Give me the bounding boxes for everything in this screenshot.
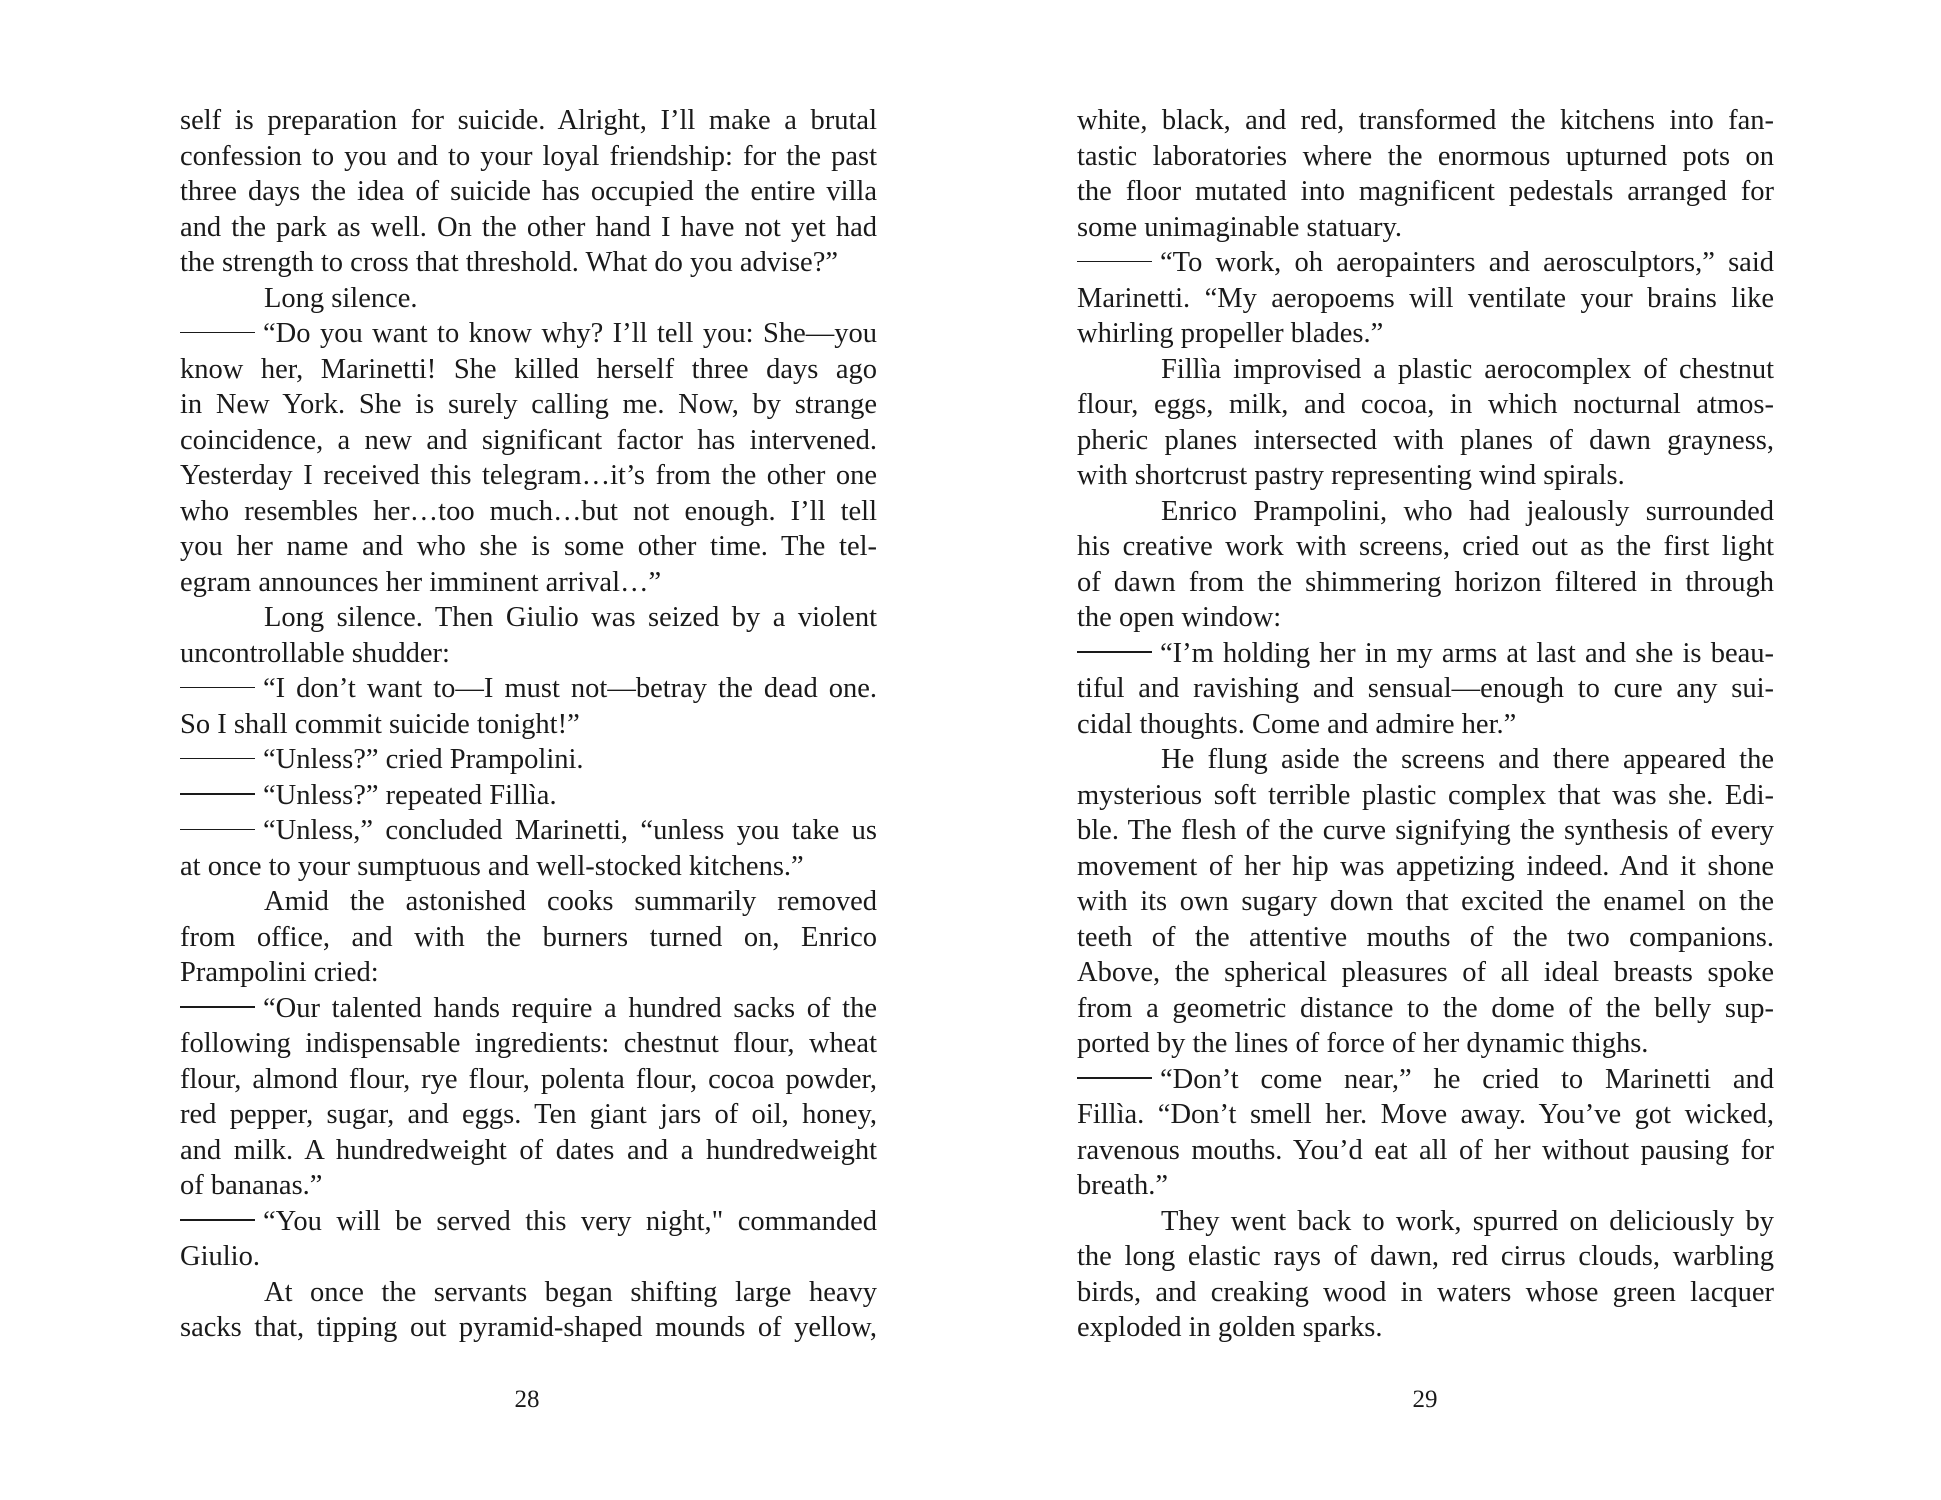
text-line: mysterious soft terrible plastic complex that was she. Edi- bbox=[1077, 779, 1774, 811]
text-line: At once the servants began shifting large heavy bbox=[264, 1276, 877, 1308]
text-line: of dawn from the shimmering horizon filtered in through bbox=[1077, 566, 1774, 598]
text-line: cidal thoughts. Come and admire her.” bbox=[1077, 708, 1517, 740]
text-line: following indispensable ingredients: chestnut flour, wheat bbox=[180, 1028, 877, 1059]
text-line: He flung aside the screens and there appeared the bbox=[1161, 744, 1774, 775]
text-line: the long elastic rays of dawn, red cirrus clouds, warbling bbox=[1077, 1241, 1774, 1272]
text-line: exploded in golden sparks. bbox=[1077, 1312, 1383, 1343]
text-line: “Do you want to know why? I’ll tell you: She—you bbox=[180, 316, 877, 352]
text-line: pheric planes intersected with planes of dawn grayness, bbox=[1077, 424, 1774, 456]
right-page-number: 29 bbox=[1412, 1386, 1438, 1413]
text-line: and milk. A hundredweight of dates and a hundredweight bbox=[180, 1134, 877, 1166]
text-line: “To work, oh aeropainters and aerosculptors,” said bbox=[1077, 245, 1774, 281]
text-line: teeth of the attentive mouths of the two companions. bbox=[1077, 921, 1774, 953]
text-line: Long silence. Then Giulio was seized by a violent bbox=[264, 602, 877, 633]
text-line: at once to your sumptuous and well-stocked kitchens.” bbox=[180, 850, 804, 882]
text-line: red pepper, sugar, and eggs. Ten giant jars of oil, honey, bbox=[180, 1099, 877, 1130]
text-line: three days the idea of suicide has occupied the entire villa bbox=[180, 176, 877, 207]
text-line: in New York. She is surely calling me. Now, by strange bbox=[180, 389, 877, 420]
text-line: whirling propeller blades.” bbox=[1077, 318, 1384, 349]
text-line: coincidence, a new and significant factor has intervened. bbox=[180, 424, 877, 456]
text-line: Above, the spherical pleasures of all ideal breasts spoke bbox=[1077, 957, 1774, 988]
text-line: confession to you and to your loyal friendship: for the past bbox=[180, 140, 877, 172]
text-line: Enrico Prampolini, who had jealously surrounded bbox=[1161, 495, 1774, 527]
text-line: from office, and with the burners turned on, Enrico bbox=[180, 921, 877, 953]
right-page-text bbox=[1077, 103, 1774, 1346]
text-line: of bananas.” bbox=[180, 1170, 323, 1201]
text-line: Fillìa. “Don’t smell her. Move away. You’ve got wicked, bbox=[1077, 1099, 1774, 1130]
text-line: self is preparation for suicide. Alright, I’ll make a brutal bbox=[180, 105, 877, 136]
text-line: the floor mutated into magnificent pedestals arranged for bbox=[1077, 176, 1774, 207]
text-line: and the park as well. On the other hand I have not yet had bbox=[180, 211, 877, 243]
text-line: egram announces her imminent arrival…” bbox=[180, 566, 662, 598]
text-line: some unimaginable statuary. bbox=[1077, 211, 1403, 243]
text-line: sacks that, tipping out pyramid-shaped mounds of yellow, bbox=[180, 1312, 877, 1343]
text-line: “Unless,” concluded Marinetti, “unless you take us bbox=[180, 813, 877, 849]
text-line: Fillìa improvised a plastic aerocomplex of chestnut bbox=[1161, 353, 1774, 385]
text-line: white, black, and red, transformed the kitchens into fan- bbox=[1077, 105, 1774, 136]
text-line: Prampolini cried: bbox=[180, 957, 379, 988]
text-line: movement of her hip was appetizing indeed. And it shone bbox=[1077, 850, 1774, 882]
text-line: ported by the lines of force of her dynamic thighs. bbox=[1077, 1028, 1649, 1059]
text-line: “I’m holding her in my arms at last and she is beau- bbox=[1077, 636, 1774, 672]
text-line: Yesterday I received this telegram…it’s from the other one bbox=[180, 460, 877, 491]
text-line: you her name and who she is some other time. The tel- bbox=[180, 531, 877, 562]
text-line: Giulio. bbox=[180, 1241, 260, 1272]
text-line: “I don’t want to—I must not—betray the dead one. bbox=[180, 671, 877, 707]
text-line: They went back to work, spurred on deliciously by bbox=[1161, 1205, 1774, 1237]
text-line: Long silence. bbox=[264, 282, 418, 314]
left-page-text bbox=[180, 103, 877, 1346]
text-line: the open window: bbox=[1077, 602, 1282, 633]
text-line: Marinetti. “My aeropoems will ventilate your brains like bbox=[1077, 282, 1774, 314]
text-line: tiful and ravishing and sensual—enough to cure any sui- bbox=[1077, 673, 1774, 704]
text-line: Amid the astonished cooks summarily removed bbox=[264, 886, 877, 917]
text-line: breath.” bbox=[1077, 1170, 1168, 1201]
text-line: “Unless?” repeated Fillìa. bbox=[180, 778, 877, 814]
text-line: ble. The flesh of the curve signifying the synthesis of every bbox=[1077, 815, 1774, 846]
text-line: “Don’t come near,” he cried to Marinetti and bbox=[1077, 1062, 1774, 1098]
left-page-number: 28 bbox=[514, 1386, 540, 1413]
text-line: ravenous mouths. You’d eat all of her without pausing for bbox=[1077, 1134, 1774, 1166]
text-line: flour, eggs, milk, and cocoa, in which nocturnal atmos- bbox=[1077, 389, 1774, 420]
text-line: birds, and creaking wood in waters whose green lacquer bbox=[1077, 1276, 1774, 1308]
text-line: flour, almond flour, rye flour, polenta flour, cocoa powder, bbox=[180, 1063, 877, 1095]
text-line: who resembles her…too much…but not enough. I’ll tell bbox=[180, 495, 877, 527]
text-line: with shortcrust pastry representing wind spirals. bbox=[1077, 460, 1625, 491]
text-line: “Unless?” cried Prampolini. bbox=[180, 742, 877, 778]
text-line: “Our talented hands require a hundred sacks of the bbox=[180, 991, 877, 1027]
text-line: his creative work with screens, cried out as the first light bbox=[1077, 531, 1774, 562]
text-line: know her, Marinetti! She killed herself three days ago bbox=[180, 353, 877, 385]
text-line: tastic laboratories where the enormous upturned pots on bbox=[1077, 140, 1774, 172]
text-line: uncontrollable shudder: bbox=[180, 637, 450, 669]
text-line: “You will be served this very night," commanded bbox=[180, 1204, 877, 1240]
text-line: the strength to cross that threshold. What do you advise?” bbox=[180, 247, 838, 278]
text-line: from a geometric distance to the dome of the belly sup- bbox=[1077, 992, 1774, 1024]
text-line: with its own sugary down that excited the enamel on the bbox=[1077, 886, 1774, 917]
text-line: So I shall commit suicide tonight!” bbox=[180, 708, 580, 740]
